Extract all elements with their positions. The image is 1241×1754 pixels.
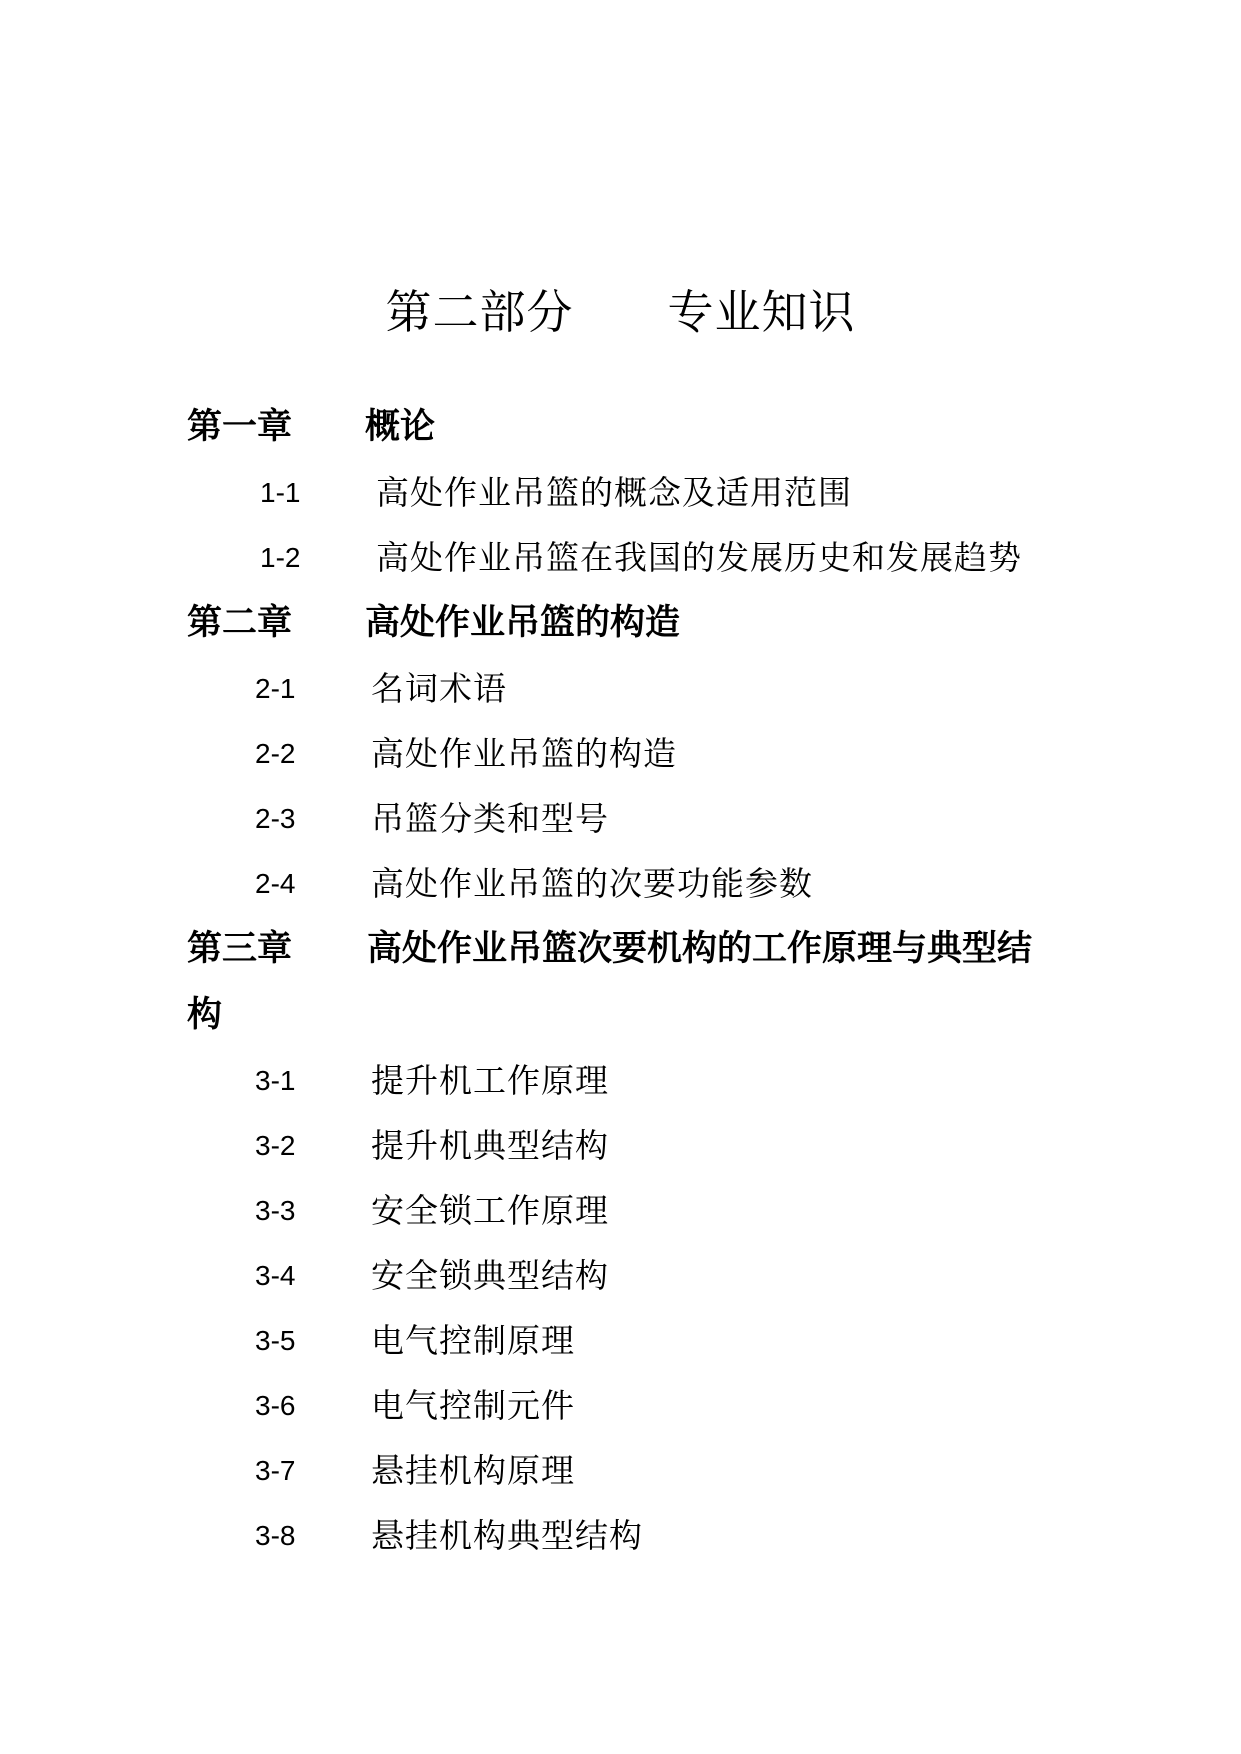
section-item xyxy=(187,721,1067,786)
section-item xyxy=(187,786,1067,851)
section-number: 3-2 xyxy=(255,1130,296,1161)
table-of-contents xyxy=(187,394,1067,1568)
section-title: 高处作业吊篮在我国的发展历史和发展趋势 xyxy=(376,538,1022,577)
chapter-label: 第三章 xyxy=(187,929,293,969)
section-item xyxy=(187,1178,1067,1243)
chapter-1-heading xyxy=(187,394,1067,460)
section-title: 电气控制原理 xyxy=(371,1321,575,1360)
chapter-label: 第一章 xyxy=(187,407,293,447)
chapter-title: 高处作业吊篮的构造 xyxy=(365,603,681,643)
section-item xyxy=(187,460,1067,525)
page-title: 第二部分 专业知识 xyxy=(385,285,856,339)
section-number: 2-4 xyxy=(255,868,296,899)
section-title: 名词术语 xyxy=(371,669,507,708)
section-title: 电气控制元件 xyxy=(371,1386,575,1425)
section-number: 1-2 xyxy=(260,542,301,573)
section-number: 2-2 xyxy=(255,738,296,769)
section-item xyxy=(187,525,1067,590)
section-number: 3-5 xyxy=(255,1325,296,1356)
chapter-label: 第二章 xyxy=(187,603,293,643)
section-number: 2-3 xyxy=(255,803,296,834)
section-item xyxy=(187,1308,1067,1373)
section-title: 悬挂机构典型结构 xyxy=(371,1516,643,1555)
section-item xyxy=(187,1048,1067,1113)
chapter-2-heading xyxy=(187,590,1067,656)
section-number: 3-4 xyxy=(255,1260,296,1291)
section-title: 提升机典型结构 xyxy=(371,1126,609,1165)
section-title: 提升机工作原理 xyxy=(371,1061,609,1100)
section-title: 安全锁典型结构 xyxy=(371,1256,609,1295)
section-item xyxy=(187,1373,1067,1438)
section-item xyxy=(187,1503,1067,1568)
section-title: 高处作业吊篮的构造 xyxy=(371,734,677,773)
chapter-title: 概论 xyxy=(365,407,436,447)
section-item xyxy=(187,656,1067,721)
section-title: 高处作业吊篮的次要功能参数 xyxy=(371,864,813,903)
section-item xyxy=(187,1113,1067,1178)
section-title: 悬挂机构原理 xyxy=(371,1451,575,1490)
section-item xyxy=(187,1438,1067,1503)
section-number: 2-1 xyxy=(255,673,296,704)
section-number: 3-6 xyxy=(255,1390,296,1421)
section-title: 安全锁工作原理 xyxy=(371,1191,609,1230)
section-title: 高处作业吊篮的概念及适用范围 xyxy=(376,473,852,512)
section-number: 3-7 xyxy=(255,1455,296,1486)
section-number: 1-1 xyxy=(260,477,301,508)
section-number: 3-8 xyxy=(255,1520,296,1551)
chapter-3-heading xyxy=(187,916,1067,1048)
chapter-title: 高处作业吊篮次要机构的工作原理与典型结构 xyxy=(187,929,1033,1035)
section-item xyxy=(187,851,1067,916)
section-number: 3-1 xyxy=(255,1065,296,1096)
section-number: 3-3 xyxy=(255,1195,296,1226)
section-title: 吊篮分类和型号 xyxy=(371,799,609,838)
section-item xyxy=(187,1243,1067,1308)
